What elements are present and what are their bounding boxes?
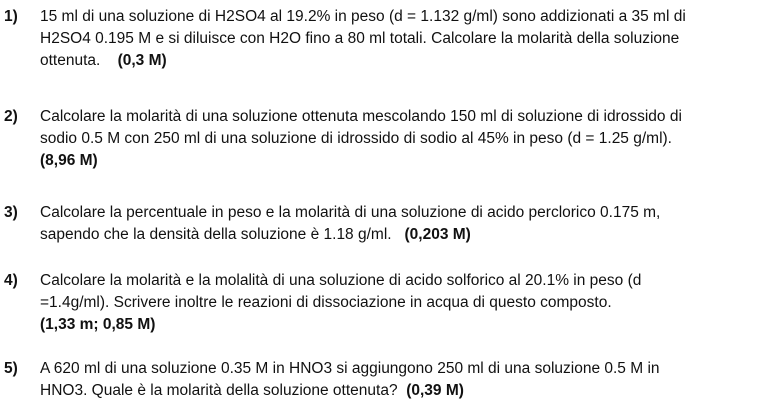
problem-number: 2) — [4, 108, 18, 125]
problem-text-line: sodio 0.5 M con 250 ml di una soluzione di idrossido di sodio al 45% in peso (d = 1.25 g/ml). — [40, 130, 672, 147]
problem-number: 1) — [4, 8, 18, 25]
problem-text-line-with-answer — [40, 50, 167, 72]
answer-label: (1,33 m; 0,85 M) — [40, 316, 156, 333]
problem-text: HNO3. Quale è la molarità della soluzione ottenuta? — [40, 382, 398, 399]
problem-text: sapendo che la densità della soluzione è 1.18 g/ml. — [40, 226, 392, 243]
answer-label: (8,96 M) — [40, 152, 98, 169]
problem-text-line-with-answer — [40, 380, 464, 402]
problem-number: 5) — [4, 360, 18, 377]
problem-text-line: Calcolare la molarità di una soluzione ottenuta mescolando 150 ml di soluzione di idrossido di — [40, 108, 682, 125]
problem-text-line-with-answer — [40, 224, 471, 246]
answer-label: (0,39 M) — [406, 382, 464, 399]
problem-text-line: A 620 ml di una soluzione 0.35 M in HNO3 si aggiungono 250 ml di una soluzione 0.5 M in — [40, 360, 660, 377]
problem-text-line: Calcolare la molarità e la molalità di una soluzione di acido solforico al 20.1% in peso (d — [40, 272, 642, 289]
problem-number: 3) — [4, 204, 18, 221]
answer-label: (0,203 M) — [404, 226, 471, 243]
problem-text-line: Calcolare la percentuale in peso e la molarità di una soluzione di acido perclorico 0.175 m, — [40, 204, 661, 221]
problem-text-line: =1.4g/ml). Scrivere inoltre le reazioni di dissociazione in acqua di questo composto. — [40, 294, 612, 311]
problem-number: 4) — [4, 272, 18, 289]
problem-text-line: H2SO4 0.195 M e si diluisce con H2O fino a 80 ml totali. Calcolare la molarità della soluzione — [40, 30, 680, 47]
answer-label: (0,3 M) — [117, 52, 167, 69]
problem-text: ottenuta. — [40, 52, 101, 69]
problem-text-line: 15 ml di una soluzione di H2SO4 al 19.2% in peso (d = 1.132 g/ml) sono addizionati a 35 ml di — [40, 8, 686, 25]
